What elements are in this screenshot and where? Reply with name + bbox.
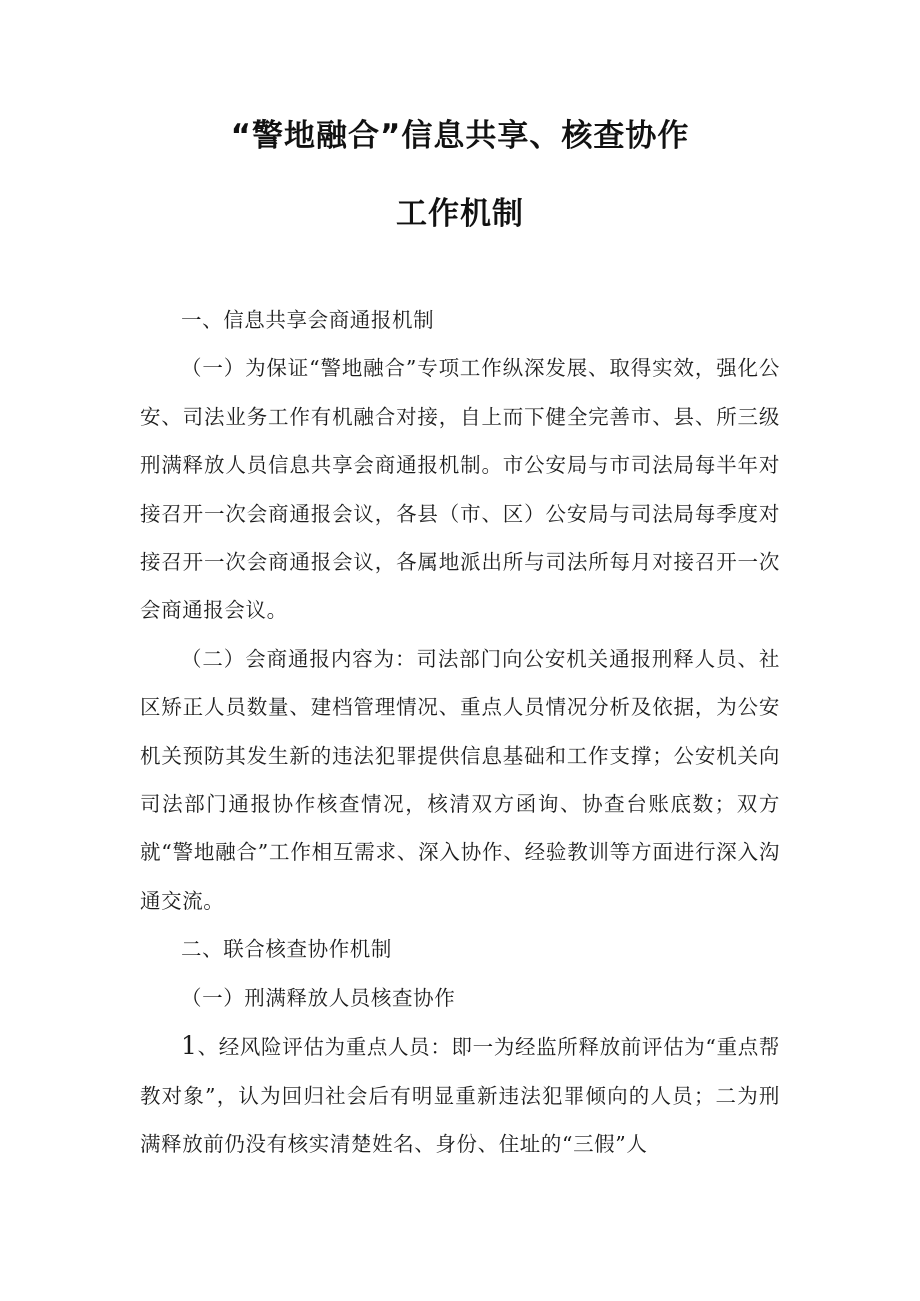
document-title-line-2: 工作机制	[396, 196, 524, 232]
item-1-text: 、经风险评估为重点人员：即一为经监所释放前评估为“重点帮教对象”，认为回归社会后有明显重新违法犯罪倾向的人员；二为刑满释放前仍没有核实清楚姓名、身份、住址的“三假”人	[140, 1035, 780, 1156]
section-2-heading: 二、联合核查协作机制	[181, 937, 392, 962]
subsection-1-heading: （一）刑满释放人员核查协作	[181, 985, 456, 1010]
paragraph-2: （二）会商通报内容为：司法部门向公安机关通报刑释人员、社区矫正人员数量、建档管理情况、重点人员情况分析及依据，为公安机关预防其发生新的违法犯罪提供信息基础和工作支撑；公安机关向司法部门通报协作核查情况，核清双方函询、协查台账底数；双方就“警地融合”工作相互需求、深入协作、经验教训等方面进行深入沟通交流。	[140, 646, 780, 913]
item-1-paragraph	[140, 1022, 780, 1168]
document-title-line-1: “警地融合”信息共享、核查协作	[230, 118, 690, 154]
paragraph-1: （一）为保证“警地融合”专项工作纵深发展、取得实效，强化公安、司法业务工作有机融合对接，自上而下健全完善市、县、所三级刑满释放人员信息共享会商通报机制。市公安局与市司法局每半年对接召开一次会商通报会议，各县（市、区）公安局与司法局每季度对接召开一次会商通报会议，各属地派出所与司法所每月对接召开一次会商通报会议。	[140, 356, 780, 623]
section-1-heading: 一、信息共享会商通报机制	[181, 308, 435, 332]
document-body	[140, 296, 780, 1168]
item-1-number: 1	[181, 1031, 198, 1061]
